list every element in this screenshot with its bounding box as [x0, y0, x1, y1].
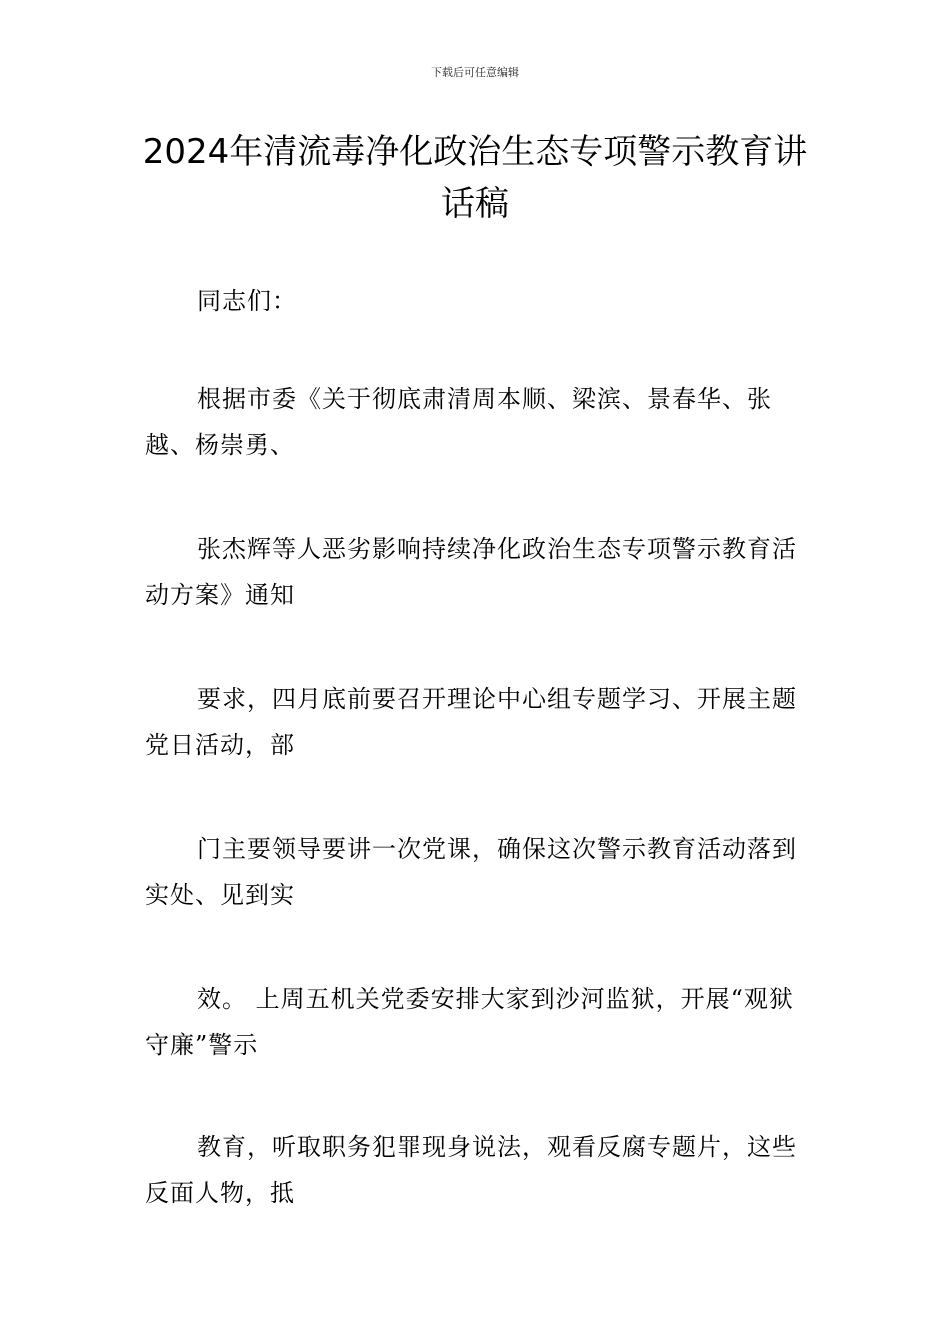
document-title: 2024年清流毒净化政治生态专项警示教育讲话稿 [142, 132, 808, 224]
paragraph: 教育，听取职务犯罪现身说法，观看反腐专题片，这些反面人物，抵 [145, 1133, 797, 1207]
paragraph: 要求，四月底前要召开理论中心组专题学习、开展主题党日活动，部 [145, 685, 797, 759]
paragraph: 根据市委《关于彻底肃清周本顺、梁滨、景春华、张越、杨崇勇、 [145, 385, 772, 459]
paragraph: 效。 上周五机关党委安排大家到沙河监狱，开展“观狱守廉”警示 [145, 985, 794, 1059]
salutation: 同志们： [197, 287, 297, 315]
download-note: 下载后可任意编辑 [431, 66, 519, 79]
paragraph: 门主要领导要讲一次党课，确保这次警示教育活动落到实处、见到实 [145, 835, 797, 909]
paragraph: 张杰辉等人恶劣影响持续净化政治生态专项警示教育活动方案》通知 [145, 535, 797, 609]
